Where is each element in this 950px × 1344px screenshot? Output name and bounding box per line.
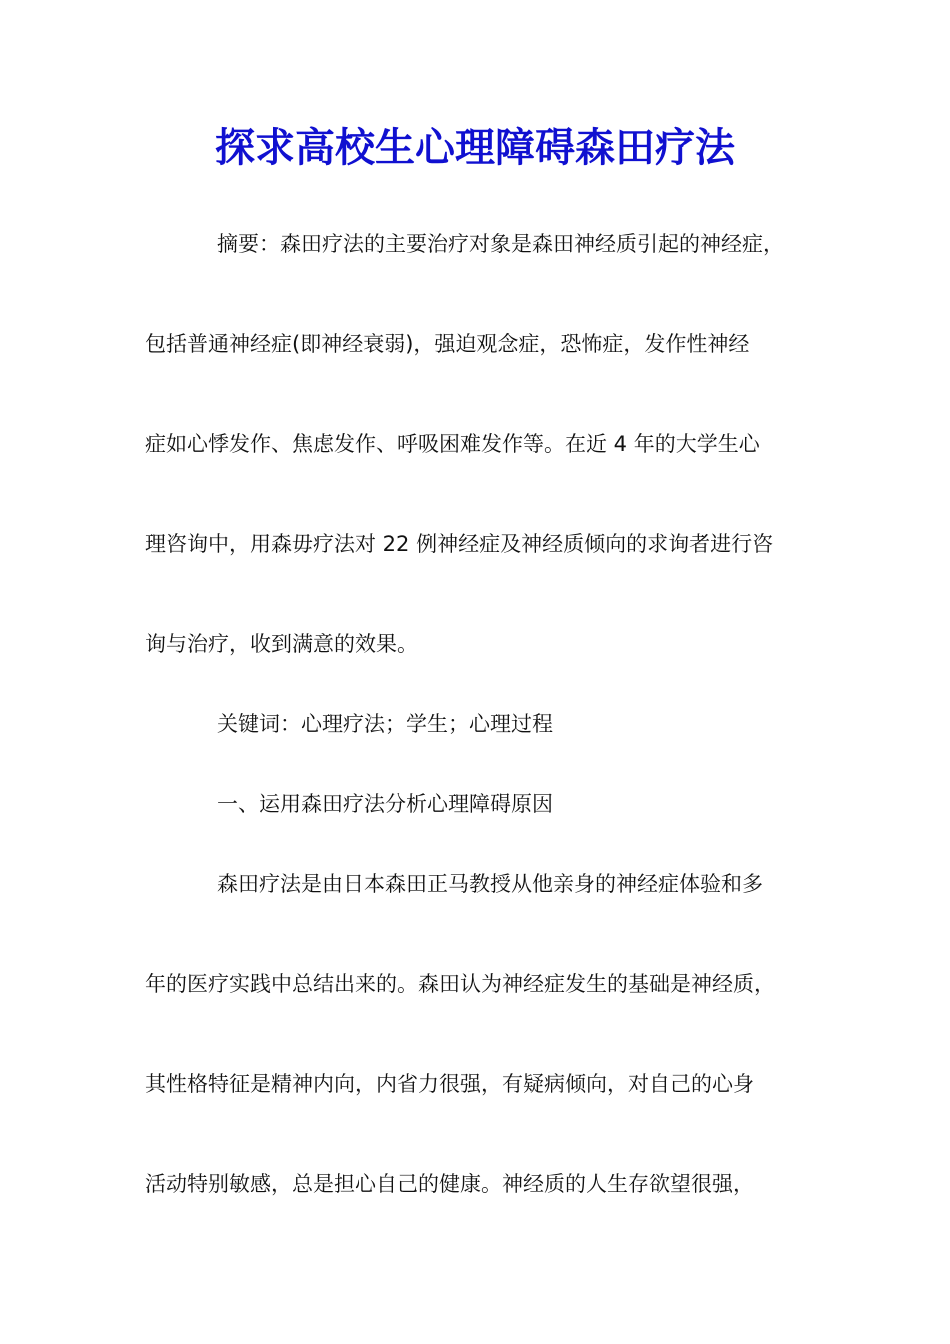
abstract-line-3: 症如心悸发作、焦虑发作、呼吸困难发作等。在近 4 年的大学生心 — [145, 432, 760, 456]
keywords-line: 关键词：心理疗法；学生；心理过程 — [217, 712, 553, 736]
abstract-line-5: 询与治疗，收到满意的效果。 — [145, 632, 418, 656]
paragraph-line-2: 年的医疗实践中总结出来的。森田认为神经症发生的基础是神经质， — [145, 972, 775, 996]
section-heading: 一、运用森田疗法分析心理障碍原因 — [217, 792, 553, 816]
abstract-line-1: 摘要：森田疗法的主要治疗对象是森田神经质引起的神经症， — [217, 232, 784, 256]
document-title: 探求高校生心理障碍森田疗法 — [215, 124, 735, 171]
abstract-line-2: 包括普通神经症(即神经衰弱)，强迫观念症，恐怖症，发作性神经 — [145, 332, 750, 356]
paragraph-line-1: 森田疗法是由日本森田正马教授从他亲身的神经症体验和多 — [217, 872, 763, 896]
document-body — [145, 220, 825, 1260]
paragraph-line-3: 其性格特征是精神内向，内省力很强，有疑病倾向，对自己的心身 — [145, 1072, 754, 1096]
abstract-line-4: 理咨询中，用森毋疗法对 22 例神经症及神经质倾向的求询者进行咨 — [145, 532, 774, 556]
paragraph-line-4: 活动特别敏感，总是担心自己的健康。神经质的人生存欲望很强， — [145, 1172, 754, 1196]
